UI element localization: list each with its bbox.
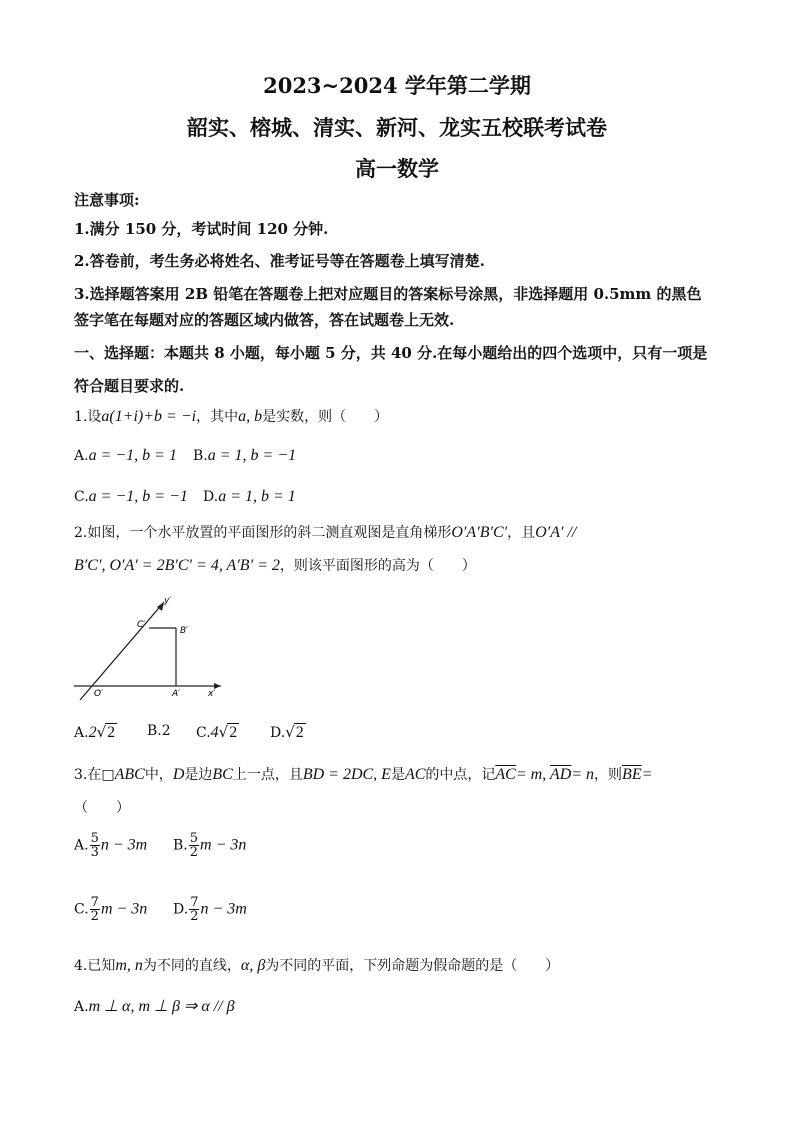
question-1-option-a: A.a = −1, b = 1 — [74, 447, 177, 464]
question-2-option-c: C.4√2 — [196, 723, 238, 741]
question-1-stem: 1.设a(1+i)+b = −i，其中a, b是实数，则（ ） — [74, 408, 389, 425]
question-4-option-a: A.m ⊥ α, m ⊥ β ⇒ α // β — [74, 998, 235, 1015]
question-2-option-d: D.√2 — [270, 723, 304, 741]
question-1-option-b: B.a = 1, b = −1 — [193, 447, 297, 464]
question-3-option-a: A. $\frac{5}{3}$ n − 3m — [74, 831, 148, 860]
label-x-prime: x′ — [208, 689, 216, 699]
oblique-trapezoid-figure — [66, 590, 236, 705]
exam-subject-title: 高一数学 — [355, 156, 439, 181]
question-1-option-c: C.a = −1, b = −1 — [74, 488, 188, 505]
label-o-prime: O′ — [94, 689, 104, 699]
question-2-option-b: B.2 — [147, 723, 171, 739]
label-b-prime: B′ — [180, 626, 189, 636]
question-3-option-c: C. $\frac{7}{2}$ m − 3n — [74, 895, 148, 924]
question-1-option-d: D.a = 1, b = 1 — [203, 488, 296, 505]
question-3-option-b: B. $\frac{5}{2}$ m − 3n — [173, 831, 247, 860]
question-3-answer-paren: （ ） — [74, 800, 130, 816]
question-4-stem: 4.已知m, n为不同的直线，α, β为不同的平面，下列命题为假命题的是（ ） — [74, 957, 560, 974]
notice-heading: 注意事项: — [74, 191, 140, 209]
question-3-stem-line-1: 3.在□ABC中，D是边BC上一点，且BD = 2DC, E是AC的中点，记$\overline{AC}= m$, $\overline{AD}= n$，则$\overline{BE}=$ — [74, 766, 653, 783]
label-a-prime: A′ — [172, 689, 181, 699]
section-1-instruction-line-1: 一、选择题：本题共 8 小题，每小题 5 分，共 40 分.在每小题给出的四个选项中，只有一项是 — [74, 344, 708, 362]
exam-schools-title: 韶实、榕城、清实、新河、龙实五校联考试卷 — [187, 115, 607, 140]
notice-item-2: 2.答卷前，考生务必将姓名、准考证号等在答题卷上填写清楚. — [74, 252, 485, 270]
section-1-instruction-line-2: 符合题目要求的. — [74, 377, 185, 395]
notice-item-3-line-1: 3.选择题答案用 2B 铅笔在答题卷上把对应题目的答案标号涂黑，非选择题用 0.5mm 的黑色 — [74, 285, 702, 303]
label-c-prime: C′ — [137, 620, 146, 630]
question-2-stem-line-2: B′C′, O′A′ = 2B′C′ = 4, A′B′ = 2，则该平面图形的高为（ ） — [74, 557, 476, 574]
notice-item-1: 1.满分 150 分，考试时间 120 分钟. — [74, 220, 329, 238]
question-2-option-a: A.2√2 — [74, 723, 116, 741]
question-3-option-d: D. $\frac{7}{2}$ n − 3m — [173, 895, 247, 924]
exam-term-title: 2023~2024 学年第二学期 — [263, 73, 531, 98]
y-axis — [80, 602, 164, 700]
question-2-stem-line-1: 2.如图，一个水平放置的平面图形的斜二测直观图是直角梯形O′A′B′C′，且O′A′ // — [74, 524, 577, 541]
label-y-prime: y′ — [164, 596, 172, 606]
notice-item-3-line-2: 签字笔在每题对应的答题区域内做答，答在试题卷上无效. — [74, 311, 455, 329]
question-1-equation: a(1+i)+b = −i — [101, 408, 197, 425]
